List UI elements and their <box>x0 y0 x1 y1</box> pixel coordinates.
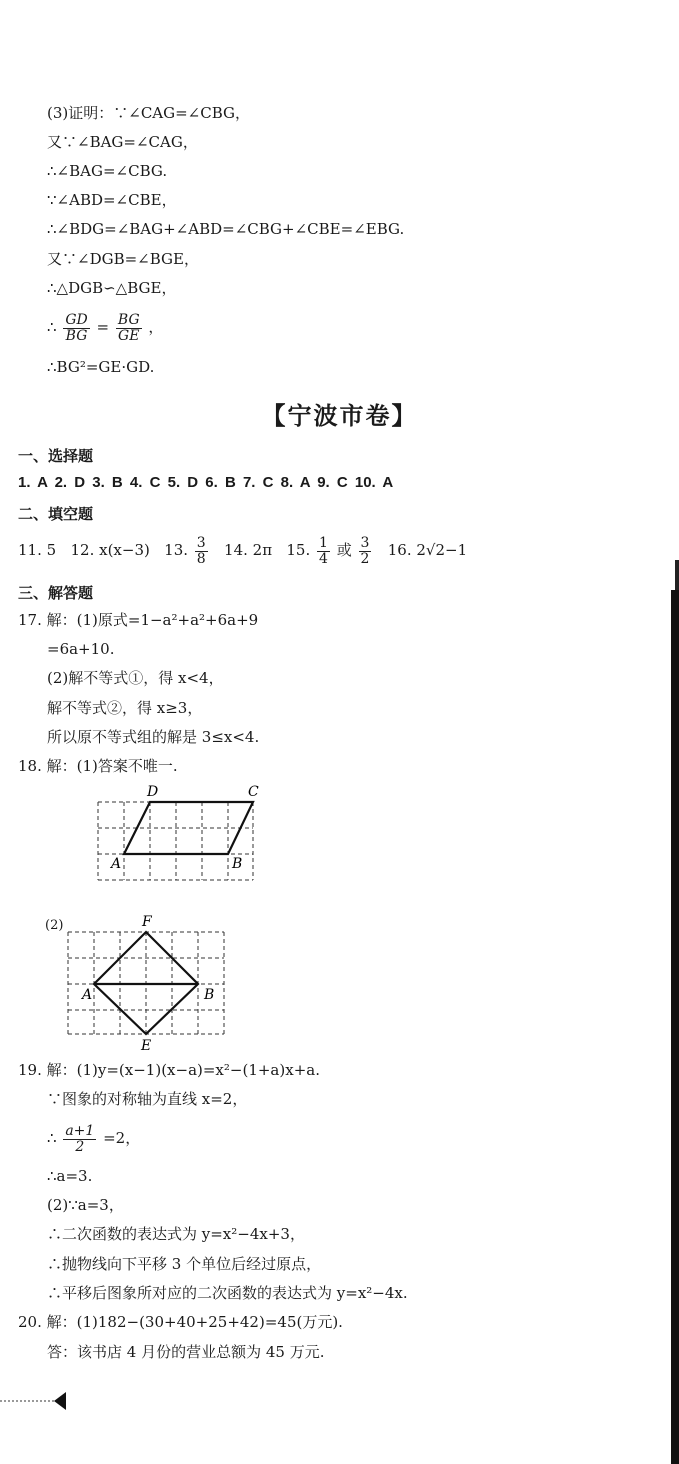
q19-line-1: 19. 解：(1)y=(x−1)(x−a)=x²−(1+a)x+a. <box>18 1061 320 1079</box>
fill-q11: 11. 5 <box>18 541 57 559</box>
proof-line-4: ∵∠ABD=∠CBE， <box>47 191 177 209</box>
denominator: 8 <box>196 550 206 567</box>
q20-line-1: 20. 解：(1)182−(30+40+25+42)=45(万元). <box>18 1313 343 1331</box>
numerator: BG <box>117 311 140 328</box>
q19-line-6: ∴二次函数的表达式为 y=x²−4x+3， <box>47 1225 305 1243</box>
q17-line-4: 解不等式②，得 x≥3， <box>47 699 203 717</box>
q19-equals-two: =2， <box>103 1129 141 1147</box>
label-c: C <box>248 784 259 800</box>
proof-line-2: 又∵∠BAG=∠CAG， <box>47 133 198 151</box>
fill-q14: 14. 2π <box>224 541 273 559</box>
left-arrow-icon <box>54 1392 66 1410</box>
label-f: F <box>142 914 152 930</box>
fraction-bg-ge <box>116 313 142 344</box>
q19-line-2: ∵图象的对称轴为直线 x=2， <box>47 1090 248 1108</box>
q19-line-4: ∴a=3. <box>47 1167 93 1185</box>
q19-therefore: ∴ <box>47 1129 57 1147</box>
q19-line-3 <box>47 1120 140 1156</box>
label-a: A <box>111 856 122 872</box>
fill-or: 或 <box>336 541 352 559</box>
section-heading-solve: 三、解答题 <box>18 584 94 602</box>
numerator: GD <box>65 311 88 328</box>
proof-line-8 <box>47 310 163 344</box>
page-edge-shadow <box>671 590 679 1464</box>
q19-line-5: (2)∵a=3， <box>47 1196 124 1214</box>
denominator: 4 <box>319 550 328 567</box>
fraction-1-4 <box>317 536 330 567</box>
denominator: BG <box>65 327 88 344</box>
label-b: B <box>232 856 243 872</box>
label-e: E <box>141 1038 152 1052</box>
section-heading-choice: 一、选择题 <box>18 447 94 465</box>
numerator: a+1 <box>65 1122 95 1139</box>
q18-part-2: (2) <box>45 918 64 933</box>
label-b2: B <box>204 987 215 1003</box>
q17-line-5: 所以原不等式组的解是 3≤x<4. <box>47 728 260 746</box>
numerator: 3 <box>360 534 370 551</box>
equals-sign: = <box>96 318 110 336</box>
fraction-3-8 <box>195 536 208 567</box>
fraction-a-plus-1-over-2 <box>63 1124 96 1155</box>
comma: ， <box>148 318 164 336</box>
q17-line-3: (2)解不等式①，得 x<4， <box>47 669 224 687</box>
numerator: 1 <box>319 534 328 551</box>
proof-therefore: ∴ <box>47 318 57 336</box>
fill-q13: 13. <box>164 541 189 559</box>
denominator: 2 <box>360 550 370 567</box>
choice-answers: 1. A 2. D 3. B 4. C 5. D 6. B 7. C 8. A 9. C 10. A <box>18 474 394 491</box>
proof-line-6: 又∵∠DGB=∠BGE， <box>47 250 199 268</box>
fraction-gd-bg <box>63 313 89 344</box>
denominator: 2 <box>75 1138 85 1155</box>
fill-q16: 16. 2√2−1 <box>387 541 468 559</box>
q20-line-2: 答：该书店 4 月份的营业总额为 45 万元. <box>47 1343 325 1361</box>
proof-line-7: ∴△DGB∽△BGE， <box>47 279 177 297</box>
fill-q12: 12. x(x−3) <box>70 541 150 559</box>
fill-q15: 15. <box>286 541 311 559</box>
proof-line-1: (3)证明：∵∠CAG=∠CBG， <box>47 104 251 122</box>
footer-arrow-marker <box>0 1390 80 1412</box>
denominator: GE <box>118 327 140 344</box>
proof-line-9: ∴BG²=GE·GD. <box>47 358 155 376</box>
q17-line-1: 17. 解：(1)原式=1−a²+a²+6a+9 <box>18 611 259 629</box>
section-title: 【宁波市卷】 <box>261 402 418 430</box>
grid-figure-rhombus <box>62 912 232 1052</box>
q17-line-2: =6a+10. <box>47 640 115 658</box>
section-heading-fill: 二、填空题 <box>18 505 94 523</box>
page-edge-shadow-top <box>675 560 679 590</box>
label-a2: A <box>82 987 93 1003</box>
label-d: D <box>147 784 159 800</box>
q19-line-8: ∴平移后图象所对应的二次函数的表达式为 y=x²−4x. <box>47 1284 408 1302</box>
numerator: 3 <box>196 534 206 551</box>
q18-line-1: 18. 解：(1)答案不唯一. <box>18 757 178 775</box>
proof-line-3: ∴∠BAG=∠CBG. <box>47 162 168 180</box>
fraction-3-2 <box>359 536 372 567</box>
q19-line-7: ∴抛物线向下平移 3 个单位后经过原点， <box>47 1255 322 1273</box>
fill-answers <box>18 532 467 568</box>
proof-line-5: ∴∠BDG=∠BAG+∠ABD=∠CBG+∠CBE=∠EBG. <box>47 220 405 238</box>
grid-figure-parallelogram <box>90 782 270 892</box>
